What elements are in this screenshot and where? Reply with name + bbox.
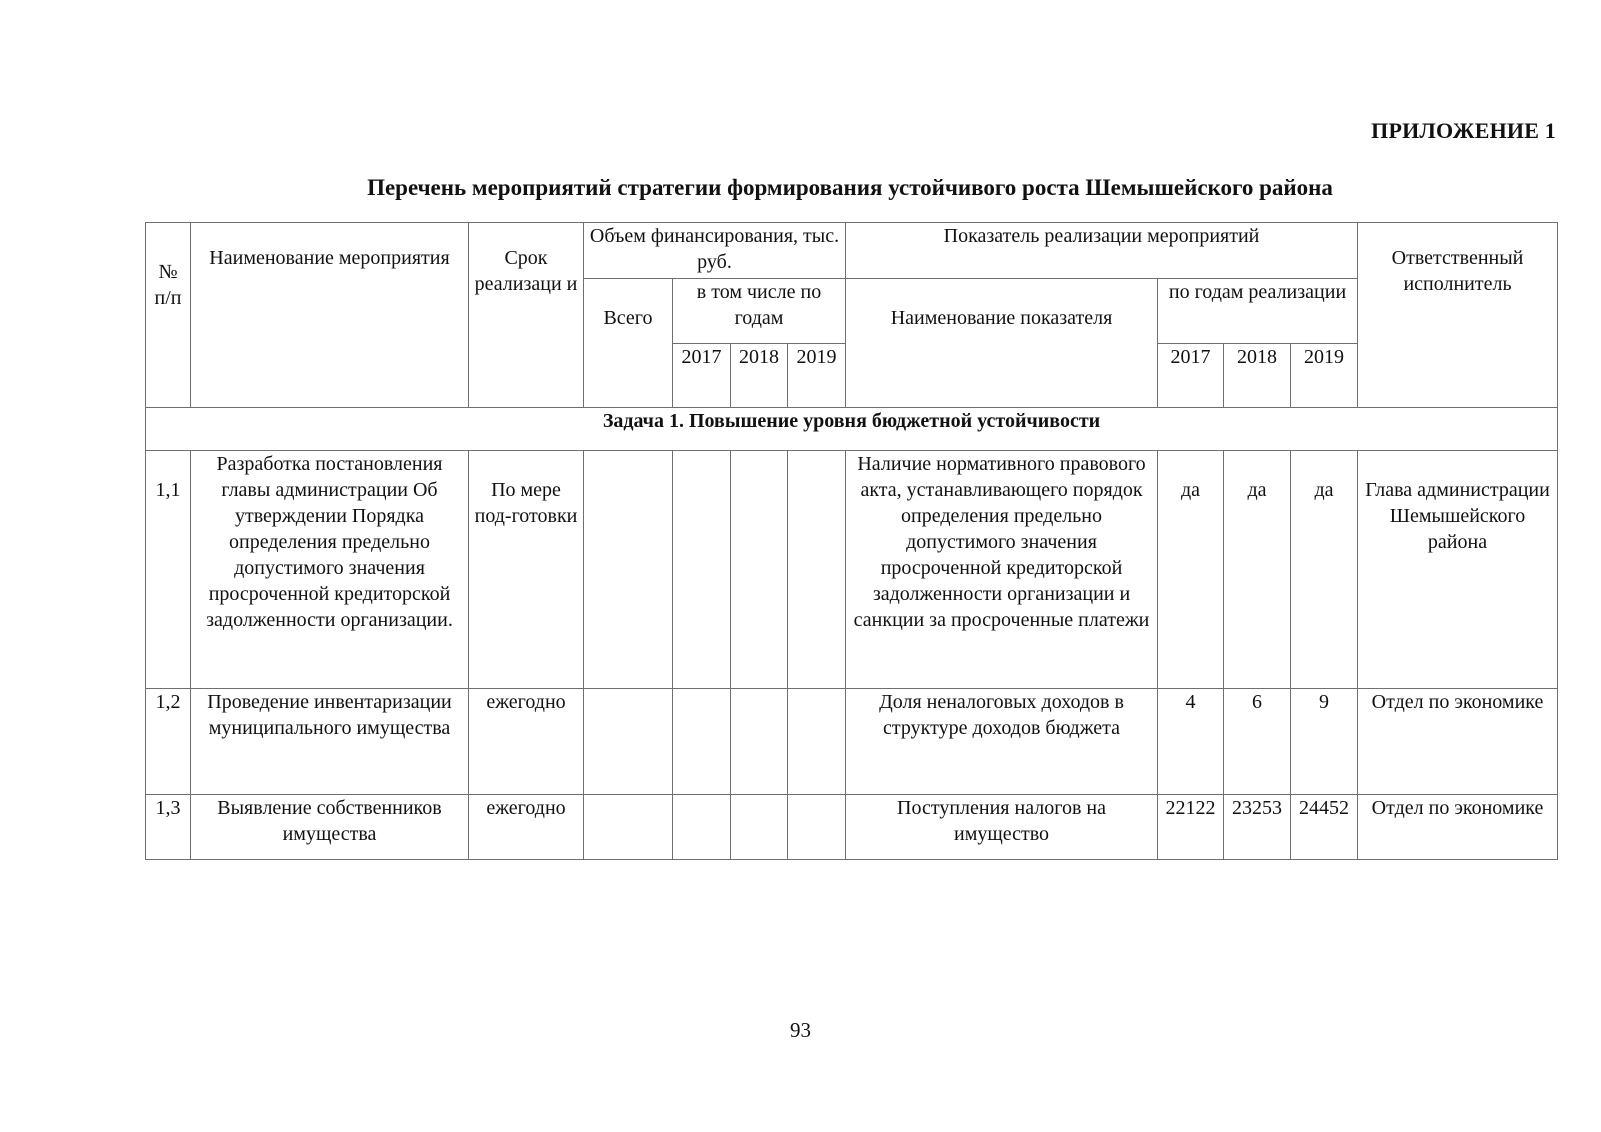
row-fund-2017 <box>673 689 731 795</box>
row-indicator: Поступления налогов на имущество <box>846 795 1158 860</box>
row-fund-2019 <box>788 451 846 689</box>
row-fund-total <box>584 689 673 795</box>
header-funding: Объем финансирования, тыс. руб. <box>584 223 846 279</box>
appendix-label: ПРИЛОЖЕНИЕ 1 <box>1371 118 1556 143</box>
row-name: Выявление собственников имущества <box>191 795 469 860</box>
row-indicator: Доля неналоговых доходов в структуре доходов бюджета <box>846 689 1158 795</box>
header-term: Срок реализаци и <box>469 223 584 408</box>
header-indicator-name: Наименование показателя <box>846 279 1158 408</box>
measures-table <box>145 222 1558 860</box>
row-value-2019: 9 <box>1291 689 1358 795</box>
row-value-2019: да <box>1291 451 1358 689</box>
header-indicator-group: Показатель реализации мероприятий <box>846 223 1358 279</box>
row-value-2017: да <box>1158 451 1224 689</box>
row-term: ежегодно <box>469 795 584 860</box>
row-fund-2018 <box>731 795 788 860</box>
header-total: Всего <box>584 279 673 408</box>
row-value-2018: 23253 <box>1224 795 1291 860</box>
document-title: Перечень мероприятий стратегии формирования устойчивого роста Шемышейского района <box>367 175 1333 200</box>
page-number: 93 <box>790 1018 811 1042</box>
table-row <box>146 795 1558 860</box>
header-name: Наименование мероприятия <box>191 223 469 408</box>
row-num: 1,1 <box>146 451 191 689</box>
row-responsible: Глава администрации Шемышейского района <box>1358 451 1558 689</box>
row-num: 1,2 <box>146 689 191 795</box>
table-row <box>146 451 1558 689</box>
row-value-2017: 22122 <box>1158 795 1224 860</box>
row-responsible: Отдел по экономике <box>1358 689 1558 795</box>
row-value-2018: 6 <box>1224 689 1291 795</box>
row-value-2018: да <box>1224 451 1291 689</box>
row-fund-2018 <box>731 689 788 795</box>
task-heading: Задача 1. Повышение уровня бюджетной устойчивости <box>146 408 1558 451</box>
header-fund-year-2017: 2017 <box>673 344 731 408</box>
row-responsible: Отдел по экономике <box>1358 795 1558 860</box>
header-ind-year-2019: 2019 <box>1291 344 1358 408</box>
header-num: № п/п <box>146 223 191 408</box>
row-fund-total <box>584 795 673 860</box>
row-name: Проведение инвентаризации муниципального имущества <box>191 689 469 795</box>
row-term: ежегодно <box>469 689 584 795</box>
table-row <box>146 689 1558 795</box>
task-row <box>146 408 1558 451</box>
header-indicator-years: по годам реализации <box>1158 279 1358 344</box>
row-num: 1,3 <box>146 795 191 860</box>
row-value-2019: 24452 <box>1291 795 1358 860</box>
header-ind-year-2017: 2017 <box>1158 344 1224 408</box>
row-indicator: Наличие нормативного правового акта, устанавливающего порядок определения предельно допустимого значения просроченной кредиторской задолженности организации и санкции за просроченные платежи <box>846 451 1158 689</box>
row-fund-2019 <box>788 795 846 860</box>
row-fund-2017 <box>673 451 731 689</box>
header-by-years: в том числе по годам <box>673 279 846 344</box>
row-value-2017: 4 <box>1158 689 1224 795</box>
header-responsible: Ответственный исполнитель <box>1358 223 1558 408</box>
header-ind-year-2018: 2018 <box>1224 344 1291 408</box>
row-fund-2017 <box>673 795 731 860</box>
row-fund-2018 <box>731 451 788 689</box>
row-term: По мере под-готовки <box>469 451 584 689</box>
header-fund-year-2019: 2019 <box>788 344 846 408</box>
header-fund-year-2018: 2018 <box>731 344 788 408</box>
header-row-1 <box>146 223 1558 279</box>
row-fund-2019 <box>788 689 846 795</box>
row-fund-total <box>584 451 673 689</box>
row-name: Разработка постановления главы администрации Об утверждении Порядка определения предельно допустимого значения просроченной кредиторской задолженности организации. <box>191 451 469 689</box>
